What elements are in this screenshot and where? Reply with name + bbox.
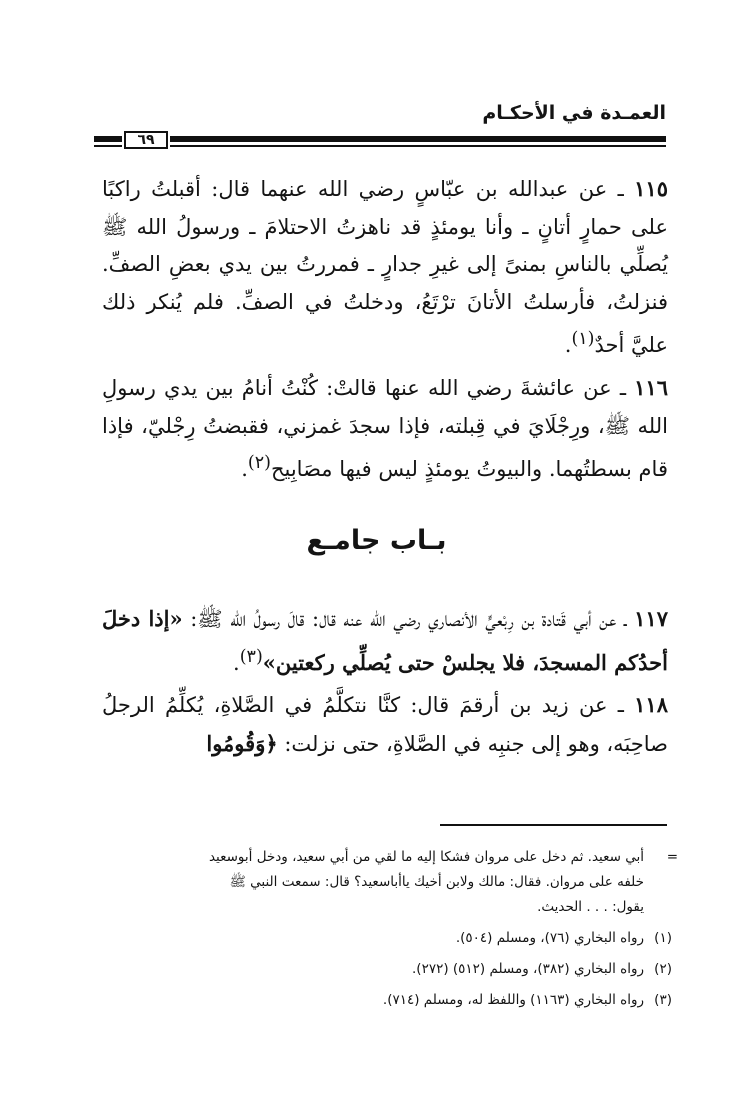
footnote-ref: (١): [571, 329, 595, 350]
hadith-text: ـ عن عائشةَ رضي الله عنها قالتْ: كُنْتُ أنامُ بين يدي رسولِ الله ﷺ، ورِجْلَايَ في قِبلته، فإذا سجدَ غمزني، فقبضتُ رِجْليّ، فإذا قام بسطتُهما. والبيوتُ يومئذٍ ليس فيها مصَابِيح: [102, 375, 668, 482]
header-rule-left: [94, 136, 122, 142]
hadith-number: ١١٧: [634, 606, 668, 631]
footnote-item: [100, 988, 672, 1013]
page-number: ٦٩: [124, 131, 168, 149]
hadith-number: ١١٥: [634, 176, 668, 201]
sentence-end: .: [233, 650, 240, 675]
book-title: العمـدة في الأحكـام: [482, 102, 666, 124]
hadith-116: [102, 369, 668, 489]
header-rule: [94, 131, 666, 149]
footnote-separator: [440, 824, 667, 826]
hadith-115: [102, 170, 668, 365]
footnote-mark: (٢): [654, 961, 672, 977]
hadith-quote: «إذا دخلَ أحدُكم المسجدَ، فلا يجلسْ حتى يُصلِّي ركعتين»: [102, 606, 668, 675]
hadith-text: ـ عن أبي قَتادة بن رِبْعيٍّ الأنصاري رضي الله عنه قال: قالَ رسولُ الله ﷺ:: [182, 607, 627, 631]
footnote-text: رواه البخاري (٣٨٢)، ومسلم (٥١٢) (٢٧٢).: [412, 961, 644, 977]
footnote-ref: (٣): [239, 646, 263, 667]
hadith-117: [102, 600, 668, 682]
hadith-number: ١١٦: [634, 374, 668, 400]
sentence-end: .: [564, 333, 572, 358]
footnote-text: رواه البخاري (١١٦٣) واللفظ له، ومسلم (٧١٤).: [382, 992, 644, 1008]
header-rule-thin-left: [94, 145, 122, 147]
footnotes: [100, 845, 678, 1013]
header-rule-right: [170, 136, 666, 142]
footnote-item: [100, 926, 672, 951]
main-text-bottom: [102, 600, 668, 763]
hadith-number: ١١٨: [634, 692, 668, 718]
continuation-line: خلفه على مروان. فقال: مالك ولابن أخيك ياأباسعيد؟ قال: سمعت النبي ﷺ: [229, 874, 644, 890]
footnote-text: رواه البخاري (٧٦)، ومسلم (٥٠٤).: [455, 930, 644, 946]
continuation-mark: =: [666, 849, 678, 865]
footnote-ref: (٢): [247, 453, 271, 474]
header-rule-thin-right: [170, 145, 666, 147]
running-header: [94, 102, 666, 132]
footnote-continuation: [100, 845, 678, 920]
sentence-end: .: [241, 457, 248, 482]
footnote-mark: (١): [654, 930, 672, 946]
section-heading: بـاب جامـع: [306, 525, 447, 556]
hadith-text: ـ عن عبدالله بن عبّاسٍ رضي الله عنهما قال: أقبلتُ راكبًا على حمارٍ أتانٍ ـ وأنا يومئذٍ قد ناهزتُ الاحتلامَ ـ ورسولُ الله ﷺ يُصلِّي بالناسِ بمنىً إلى غيرِ جدارٍ ـ فمررتُ بين يدي بعضِ الصفِّ. فنزلتُ، فأرسلتُ الأتانَ ترْتَعُ، ودخلتُ في الصفِّ. فلم يُنكر ذلك عليَّ أحدٌ: [102, 177, 668, 358]
continuation-line: يقول: . . . الحديث.: [537, 899, 644, 915]
main-text-top: [102, 170, 668, 489]
footnote-item: [100, 957, 672, 982]
footnote-mark: (٣): [654, 992, 672, 1008]
continuation-line: أبي سعيد. ثم دخل على مروان فشكا إليه ما لقي من أبي سعيد، ودخل أبوسعيد: [208, 849, 644, 865]
hadith-text: ـ عن زيد بن أرقمَ قال: كنَّا نتكلَّمُ في الصَّلاةِ، يُكلِّمُ الرجلُ صاحِبَه، وهو إلى جنبِه في الصَّلاةِ، حتى نزلت:: [102, 693, 668, 756]
quran-quote: ﴿وَقُومُوا: [206, 730, 278, 756]
hadith-118: [102, 686, 668, 763]
